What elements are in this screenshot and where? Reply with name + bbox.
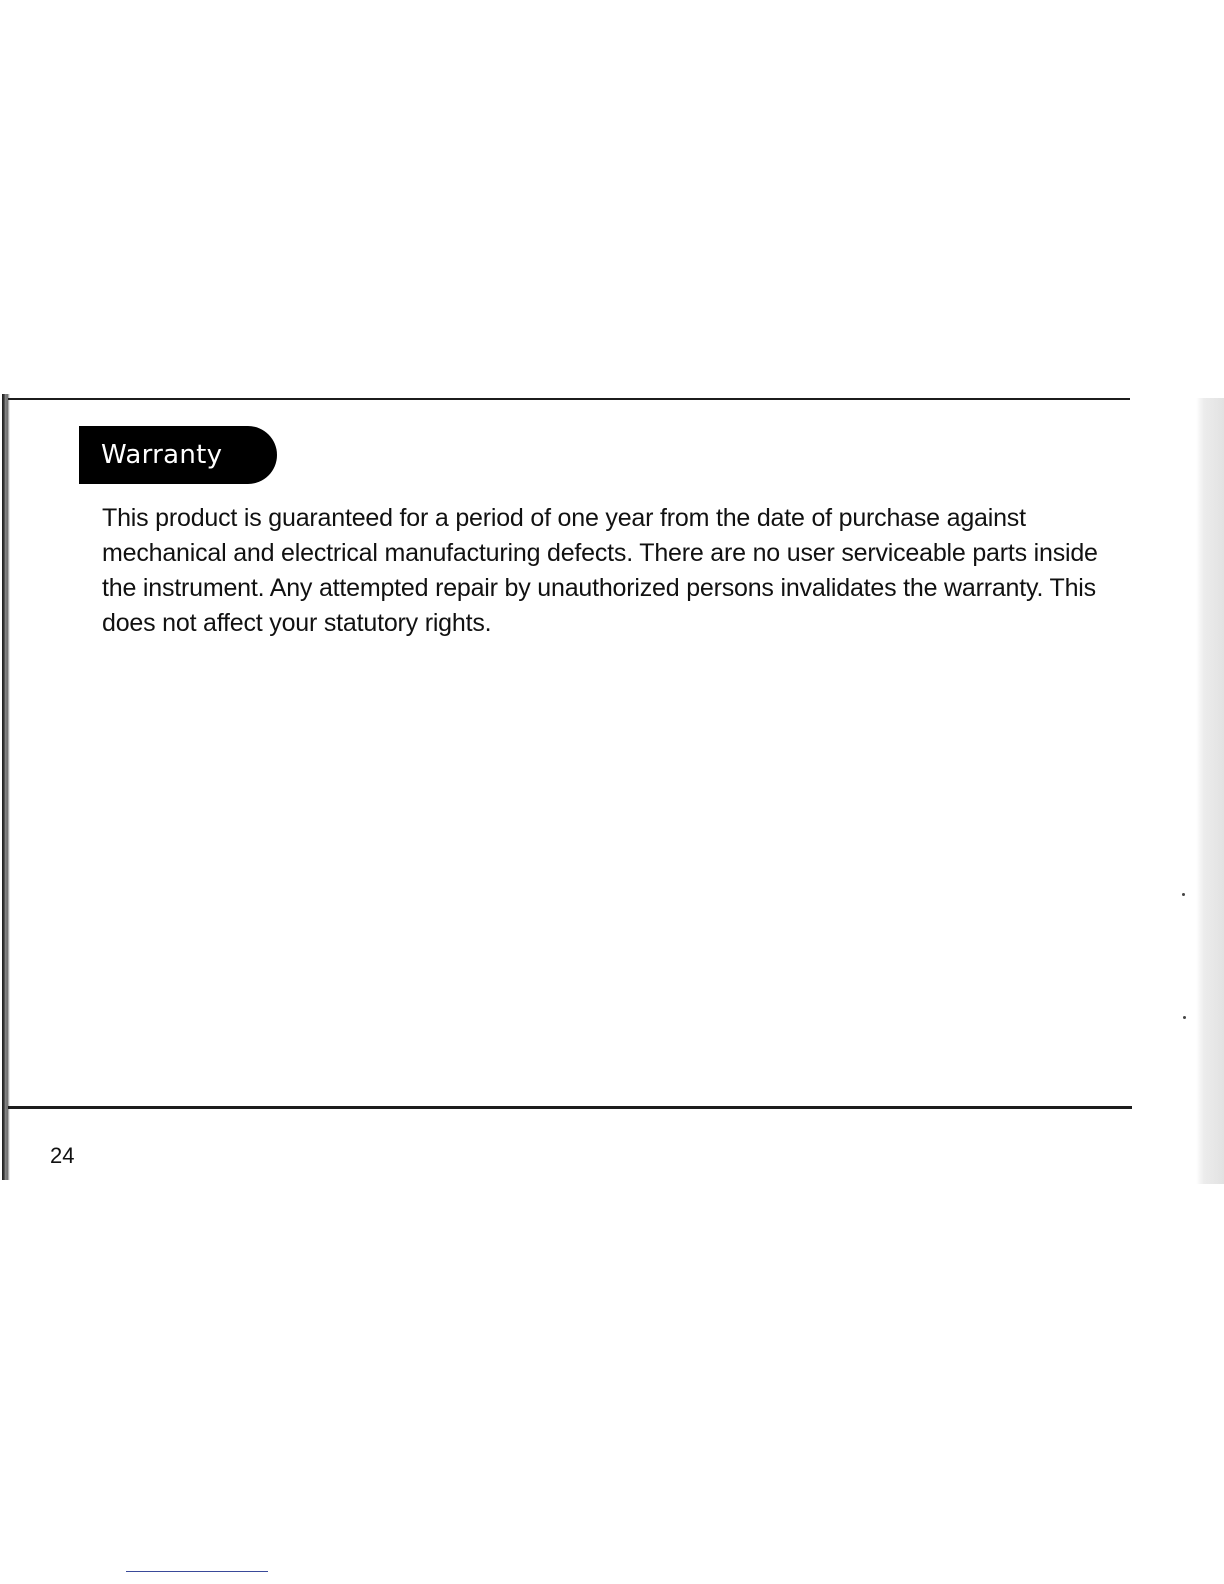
binding-edge bbox=[2, 394, 10, 1180]
bottom-rule bbox=[8, 1106, 1132, 1109]
page-number: 24 bbox=[50, 1143, 75, 1168]
section-title: Warranty bbox=[101, 440, 223, 470]
scan-speck bbox=[1182, 893, 1185, 896]
page-edge-shadow bbox=[1196, 398, 1224, 1184]
section-heading-tab bbox=[79, 426, 277, 484]
bottom-underline-mark bbox=[126, 1571, 268, 1572]
scan-speck bbox=[1183, 1016, 1186, 1019]
warranty-paragraph: This product is guaranteed for a period of one year from the date of purchase against mechanical and electrical manufacturing defects. There are no user serviceable parts inside the instrument. Any attempted repair by unauthorized persons invalidates the warranty. This does not affect your statutory rights. bbox=[102, 504, 1098, 637]
top-rule bbox=[8, 398, 1130, 400]
